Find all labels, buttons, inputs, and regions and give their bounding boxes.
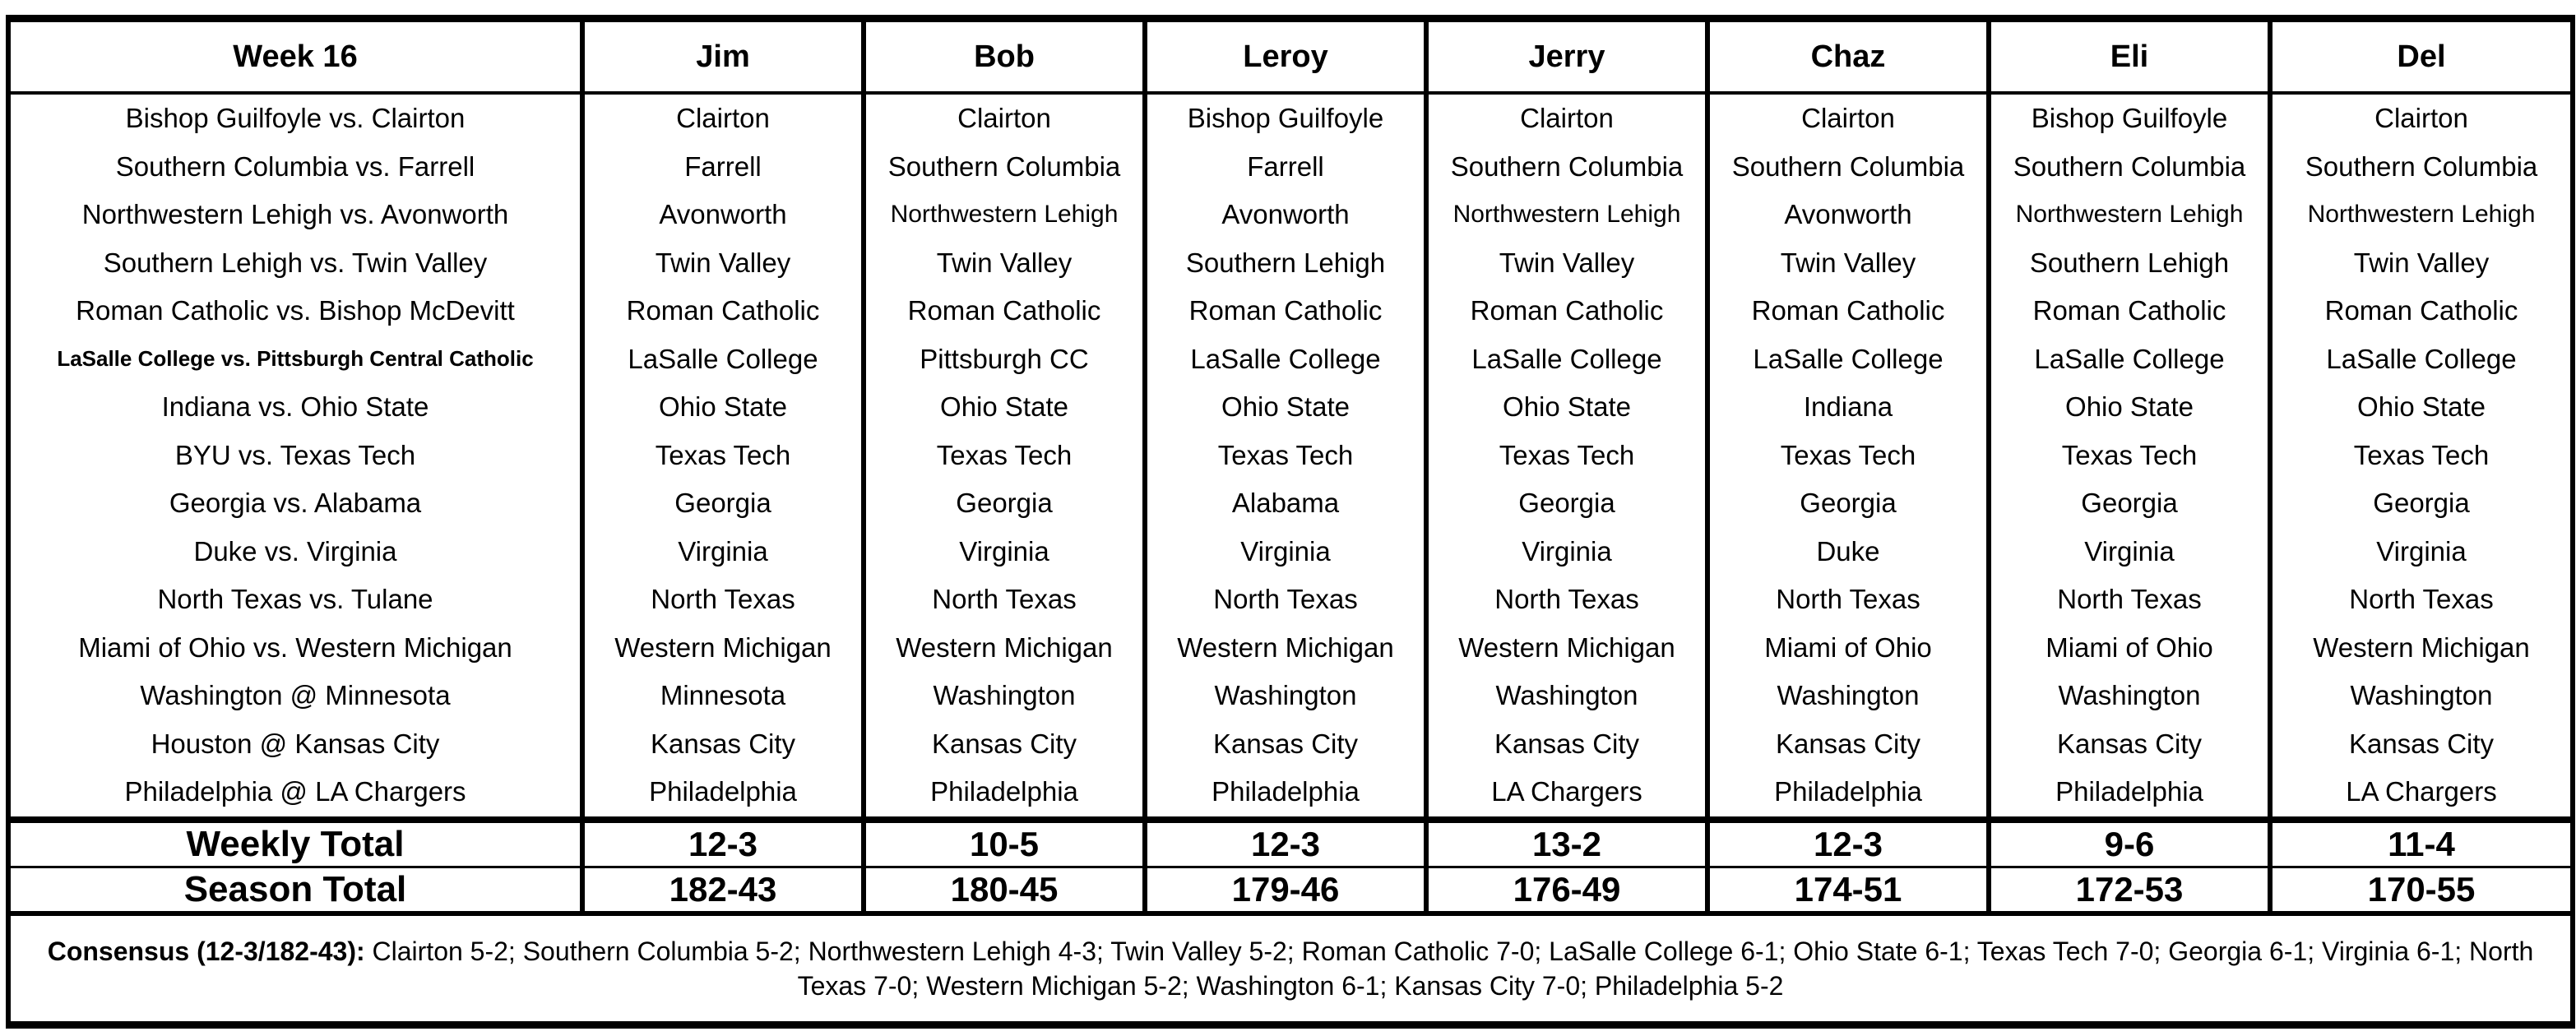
- pick-cell: Roman Catholic: [1145, 287, 1426, 335]
- pick-cell: Virginia: [582, 528, 864, 576]
- pick-cell: Twin Valley: [582, 239, 864, 288]
- game-row: [8, 335, 2573, 384]
- pick-cell: Virginia: [1426, 528, 1707, 576]
- weekly-total-cell: 11-4: [2270, 820, 2573, 867]
- pick-cell: Roman Catholic: [582, 287, 864, 335]
- pick-cell: Northwestern Lehigh: [864, 191, 1145, 239]
- pick-cell: Virginia: [1989, 528, 2270, 576]
- pick-cell: Philadelphia: [1707, 768, 1989, 820]
- pick-cell: Farrell: [1145, 143, 1426, 192]
- pick-cell: LaSalle College: [1145, 335, 1426, 384]
- consensus-label: Consensus (12-3/182-43):: [47, 936, 365, 966]
- pick-cell: Southern Columbia: [1989, 143, 2270, 192]
- pick-cell: Georgia: [1989, 479, 2270, 528]
- game-row: [8, 479, 2573, 528]
- pick-cell: Indiana: [1707, 383, 1989, 432]
- pick-cell: North Texas: [2270, 576, 2573, 624]
- pick-cell: Georgia: [1426, 479, 1707, 528]
- pick-cell: LaSalle College: [1426, 335, 1707, 384]
- consensus-cell: [8, 913, 2573, 1025]
- consensus-row: [8, 913, 2573, 1025]
- season-total-cell: 179-46: [1145, 867, 1426, 913]
- game-row: [8, 239, 2573, 288]
- pick-cell: Alabama: [1145, 479, 1426, 528]
- pick-cell: Clairton: [1707, 93, 1989, 143]
- pick-cell: LaSalle College: [1989, 335, 2270, 384]
- weekly-total-row: [8, 820, 2573, 867]
- game-row: [8, 93, 2573, 143]
- pick-cell: Avonworth: [1707, 191, 1989, 239]
- pick-cell: Texas Tech: [2270, 432, 2573, 480]
- matchup-cell: Roman Catholic vs. Bishop McDevitt: [8, 287, 582, 335]
- weekly-total-cell: 9-6: [1989, 820, 2270, 867]
- pick-cell: Southern Lehigh: [1989, 239, 2270, 288]
- pick-cell: Virginia: [2270, 528, 2573, 576]
- pick-cell: Ohio State: [1145, 383, 1426, 432]
- game-row: [8, 287, 2573, 335]
- matchup-cell: North Texas vs. Tulane: [8, 576, 582, 624]
- pick-cell: Bishop Guilfoyle: [1145, 93, 1426, 143]
- pick-cell: Texas Tech: [1707, 432, 1989, 480]
- pick-cell: Twin Valley: [1707, 239, 1989, 288]
- pick-cell: Southern Columbia: [1426, 143, 1707, 192]
- season-total-cell: 174-51: [1707, 867, 1989, 913]
- pick-cell: Bishop Guilfoyle: [1989, 93, 2270, 143]
- pick-cell: Clairton: [864, 93, 1145, 143]
- pick-cell: Western Michigan: [864, 624, 1145, 673]
- pick-cell: Twin Valley: [1426, 239, 1707, 288]
- matchup-cell: Houston @ Kansas City: [8, 720, 582, 769]
- pick-cell: Kansas City: [864, 720, 1145, 769]
- consensus-text: Clairton 5-2; Southern Columbia 5-2; Northwestern Lehigh 4-3; Twin Valley 5-2; Roman Catholic 7-0; LaSalle College 6-1; Ohio State 6-1; Texas Tech 7-0; Georgia 6-1; Virginia 6-1; North Texas 7-0; Western Michigan 5-2; Washington 6-1; Kansas City 7-0; Philadelphia 5-2: [364, 936, 2534, 1001]
- pick-cell: Minnesota: [582, 672, 864, 720]
- pick-cell: Clairton: [582, 93, 864, 143]
- game-row: [8, 576, 2573, 624]
- pick-cell: Western Michigan: [1426, 624, 1707, 673]
- game-row: [8, 191, 2573, 239]
- season-total-cell: 170-55: [2270, 867, 2573, 913]
- pick-cell: Twin Valley: [2270, 239, 2573, 288]
- pick-cell: Northwestern Lehigh: [1426, 191, 1707, 239]
- pick-cell: Farrell: [582, 143, 864, 192]
- pick-cell: Kansas City: [1426, 720, 1707, 769]
- pick-cell: Avonworth: [1145, 191, 1426, 239]
- pick-cell: Virginia: [1145, 528, 1426, 576]
- pick-cell: Washington: [1707, 672, 1989, 720]
- pick-cell: Texas Tech: [864, 432, 1145, 480]
- pick-cell: Roman Catholic: [1707, 287, 1989, 335]
- pick-cell: Miami of Ohio: [1707, 624, 1989, 673]
- game-row: [8, 528, 2573, 576]
- pick-cell: Virginia: [864, 528, 1145, 576]
- picker-header: Chaz: [1707, 19, 1989, 94]
- pick-cell: Washington: [1989, 672, 2270, 720]
- season-total-cell: 180-45: [864, 867, 1145, 913]
- pick-cell: North Texas: [1989, 576, 2270, 624]
- pick-cell: LaSalle College: [2270, 335, 2573, 384]
- season-total-label: Season Total: [8, 867, 582, 913]
- matchup-cell: LaSalle College vs. Pittsburgh Central Catholic: [8, 335, 582, 384]
- matchup-cell: Indiana vs. Ohio State: [8, 383, 582, 432]
- pick-cell: North Texas: [864, 576, 1145, 624]
- pick-cell: LA Chargers: [2270, 768, 2573, 820]
- matchup-cell: Bishop Guilfoyle vs. Clairton: [8, 93, 582, 143]
- pick-cell: North Texas: [582, 576, 864, 624]
- season-total-cell: 182-43: [582, 867, 864, 913]
- pick-cell: Kansas City: [1707, 720, 1989, 769]
- weekly-total-cell: 13-2: [1426, 820, 1707, 867]
- weekly-total-cell: 12-3: [582, 820, 864, 867]
- pick-cell: Philadelphia: [864, 768, 1145, 820]
- pick-cell: Ohio State: [2270, 383, 2573, 432]
- picker-header: Jim: [582, 19, 864, 94]
- pick-cell: Pittsburgh CC: [864, 335, 1145, 384]
- matchup-cell: BYU vs. Texas Tech: [8, 432, 582, 480]
- pick-cell: Western Michigan: [582, 624, 864, 673]
- pick-cell: Washington: [2270, 672, 2573, 720]
- pick-cell: Georgia: [1707, 479, 1989, 528]
- pick-cell: Northwestern Lehigh: [2270, 191, 2573, 239]
- game-row: [8, 768, 2573, 820]
- picker-header: Eli: [1989, 19, 2270, 94]
- weekly-total-cell: 10-5: [864, 820, 1145, 867]
- pick-cell: Duke: [1707, 528, 1989, 576]
- weekly-total-cell: 12-3: [1145, 820, 1426, 867]
- pick-cell: Kansas City: [2270, 720, 2573, 769]
- season-total-row: [8, 867, 2573, 913]
- week-header: Week 16: [8, 19, 582, 94]
- pick-cell: Ohio State: [1426, 383, 1707, 432]
- pick-cell: Roman Catholic: [1426, 287, 1707, 335]
- pick-cell: Clairton: [2270, 93, 2573, 143]
- header-row: [8, 19, 2573, 94]
- matchup-cell: Southern Columbia vs. Farrell: [8, 143, 582, 192]
- pick-cell: Southern Columbia: [864, 143, 1145, 192]
- weekly-total-label: Weekly Total: [8, 820, 582, 867]
- picker-header: Bob: [864, 19, 1145, 94]
- pick-cell: Western Michigan: [1145, 624, 1426, 673]
- games-body: [8, 93, 2573, 820]
- pick-cell: Ohio State: [864, 383, 1145, 432]
- pick-cell: Texas Tech: [1426, 432, 1707, 480]
- pick-cell: Southern Columbia: [2270, 143, 2573, 192]
- pick-cell: North Texas: [1426, 576, 1707, 624]
- matchup-cell: Northwestern Lehigh vs. Avonworth: [8, 191, 582, 239]
- pick-cell: Philadelphia: [1989, 768, 2270, 820]
- pick-cell: Southern Lehigh: [1145, 239, 1426, 288]
- pick-cell: North Texas: [1707, 576, 1989, 624]
- matchup-cell: Miami of Ohio vs. Western Michigan: [8, 624, 582, 673]
- picks-table: [6, 15, 2575, 1029]
- pick-cell: LA Chargers: [1426, 768, 1707, 820]
- pick-cell: Western Michigan: [2270, 624, 2573, 673]
- pick-cell: Ohio State: [582, 383, 864, 432]
- game-row: [8, 720, 2573, 769]
- pick-cell: Roman Catholic: [2270, 287, 2573, 335]
- pick-cell: Washington: [1426, 672, 1707, 720]
- pick-cell: Ohio State: [1989, 383, 2270, 432]
- pick-cell: North Texas: [1145, 576, 1426, 624]
- pick-cell: Northwestern Lehigh: [1989, 191, 2270, 239]
- picker-header: Leroy: [1145, 19, 1426, 94]
- pick-cell: Texas Tech: [582, 432, 864, 480]
- pick-cell: Georgia: [2270, 479, 2573, 528]
- matchup-cell: Duke vs. Virginia: [8, 528, 582, 576]
- pick-cell: Georgia: [864, 479, 1145, 528]
- game-row: [8, 143, 2573, 192]
- pick-cell: Texas Tech: [1145, 432, 1426, 480]
- pick-cell: Avonworth: [582, 191, 864, 239]
- game-row: [8, 672, 2573, 720]
- pick-cell: Texas Tech: [1989, 432, 2270, 480]
- pick-cell: LaSalle College: [1707, 335, 1989, 384]
- pick-cell: Kansas City: [582, 720, 864, 769]
- season-total-cell: 172-53: [1989, 867, 2270, 913]
- pick-cell: Philadelphia: [582, 768, 864, 820]
- pick-cell: Roman Catholic: [864, 287, 1145, 335]
- matchup-cell: Washington @ Minnesota: [8, 672, 582, 720]
- pick-cell: Washington: [864, 672, 1145, 720]
- picker-header: Jerry: [1426, 19, 1707, 94]
- pick-cell: Kansas City: [1989, 720, 2270, 769]
- matchup-cell: Georgia vs. Alabama: [8, 479, 582, 528]
- pick-cell: Washington: [1145, 672, 1426, 720]
- weekly-total-cell: 12-3: [1707, 820, 1989, 867]
- pick-cell: LaSalle College: [582, 335, 864, 384]
- pick-cell: Georgia: [582, 479, 864, 528]
- pick-cell: Twin Valley: [864, 239, 1145, 288]
- pick-cell: Philadelphia: [1145, 768, 1426, 820]
- matchup-cell: Southern Lehigh vs. Twin Valley: [8, 239, 582, 288]
- pick-cell: Clairton: [1426, 93, 1707, 143]
- season-total-cell: 176-49: [1426, 867, 1707, 913]
- game-row: [8, 432, 2573, 480]
- picker-header: Del: [2270, 19, 2573, 94]
- pick-cell: Kansas City: [1145, 720, 1426, 769]
- game-row: [8, 624, 2573, 673]
- pick-cell: Southern Columbia: [1707, 143, 1989, 192]
- pick-cell: Miami of Ohio: [1989, 624, 2270, 673]
- matchup-cell: Philadelphia @ LA Chargers: [8, 768, 582, 820]
- pick-cell: Roman Catholic: [1989, 287, 2270, 335]
- game-row: [8, 383, 2573, 432]
